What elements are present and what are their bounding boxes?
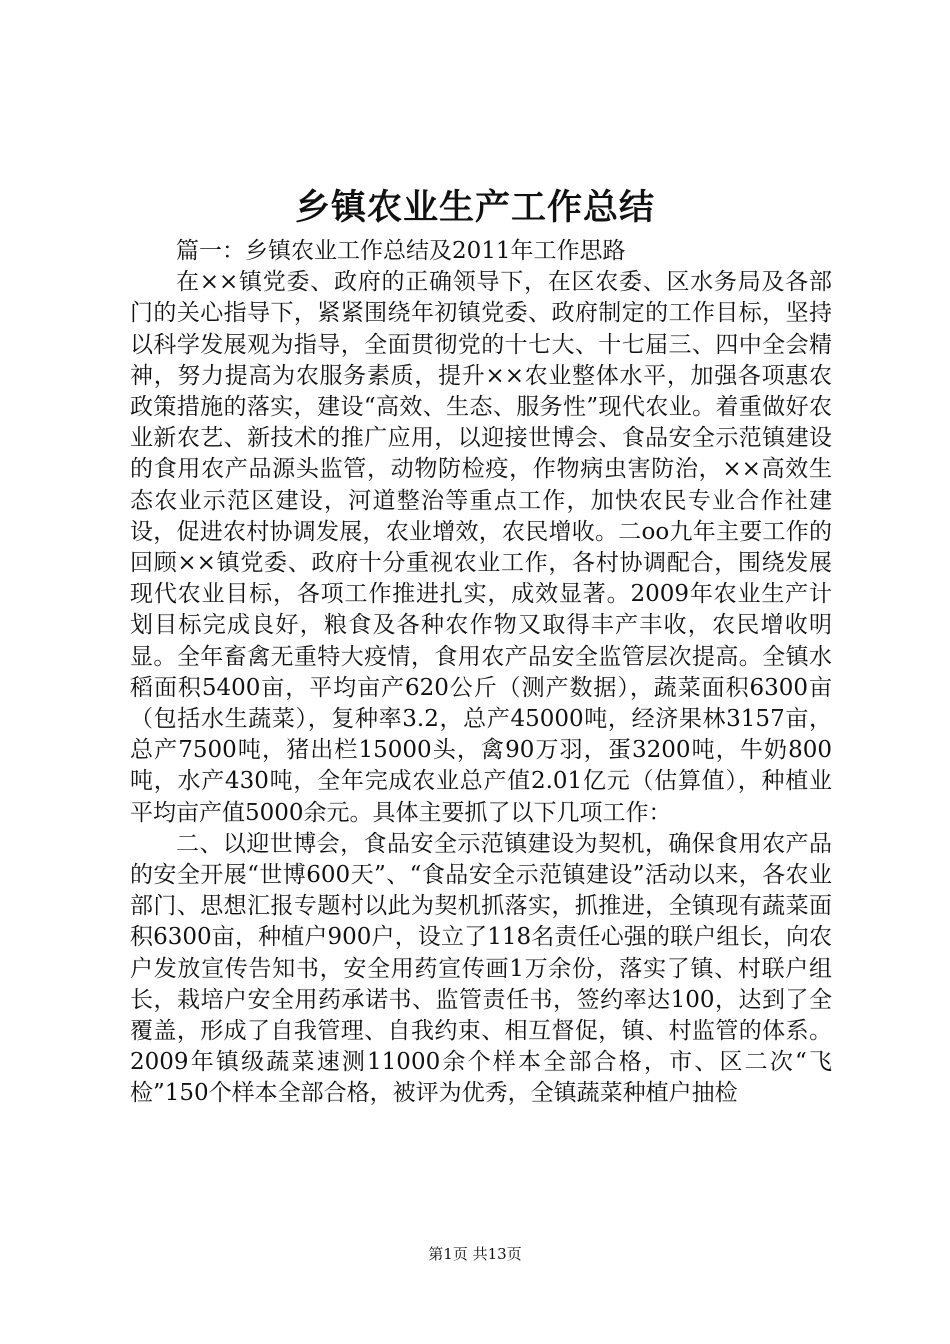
- body-paragraph: 二、以迎世博会，食品安全示范镇建设为契机，确保食用农产品的安全开展“世博600天”、“食品安全示范镇建设”活动以来，各农业部门、思想汇报专题村以此为契机抓落实，抓推进，全镇现有蔬菜面积6300亩，种植户900户，设立了118名责任心强的联户组长，向农户发放宣传告知书，安全用药宣传画1万余份，落实了镇、村联户组长，栽培户安全用药承诺书、监管责任书，签约率达100，达到了全覆盖，形成了自我管理、自我约束、相互督促，镇、村监管的体系。2009年镇级蔬菜速测11000余个样本全部合格，市、区二次“飞检”150个样本全部合格，被评为优秀，全镇蔬菜种植户抽检: [130, 830, 832, 1107]
- page-number-footer: 第1页 共13页: [428, 1245, 522, 1263]
- body-paragraph: 在××镇党委、政府的正确领导下，在区农委、区水务局及各部门的关心指导下，紧紧围绕年初镇党委、政府制定的工作目标，坚持以科学发展观为指导，全面贯彻党的十七大、十七届三、四中全会精神，努力提高为农服务素质，提升××农业整体水平，加强各项惠农政策措施的落实，建设“高效、生态、服务性”现代农业。着重做好农业新农艺、新技术的推广应用，以迎接世博会、食品安全示范镇建设的食用农产品源头监管，动物防检疫，作物病虫害防治，××高效生态农业示范区建设，河道整治等重点工作，加快农民专业合作社建设，促进农村协调发展，农业增效，农民增收。二oo九年主要工作的回顾××镇党委、政府十分重视农业工作，各村协调配合，围绕发展现代农业目标，各项工作推进扎实，成效显著。2009年农业生产计划目标完成良好，粮食及各种农作物又取得丰产丰收，农民增收明显。全年畜禽无重特大疫情，食用农产品安全监管层次提高。全镇水稻面积5400亩，平均亩产620公斤（测产数据），蔬菜面积6300亩（包括水生蔬菜），复种率3.2，总产45000吨，经济果林3157亩，总产7500吨，猪出栏15000头，禽90万羽，蛋3200吨，牛奶800吨，水产430吨，全年完成农业总产值2.01亿元（估算值），种植业平均亩产值5000余元。具体主要抓了以下几项工作：: [130, 269, 832, 826]
- section-heading: 篇一：乡镇农业工作总结及2011年工作思路: [176, 238, 626, 264]
- document-body: [130, 236, 832, 1110]
- document-title: 乡镇农业生产工作总结: [294, 188, 655, 228]
